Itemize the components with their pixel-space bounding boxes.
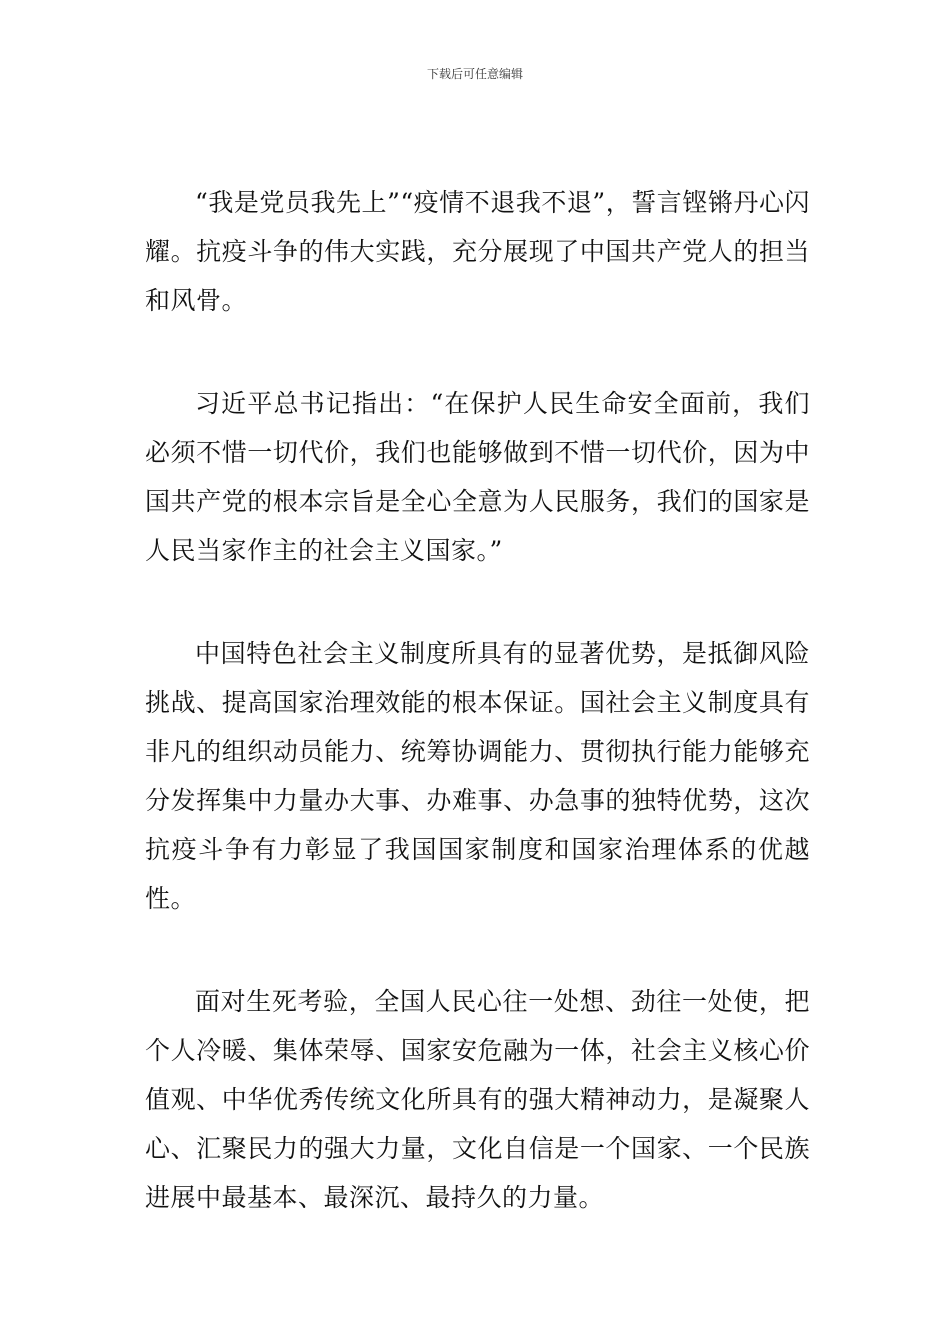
paragraph: 面对生死考验，全国人民心往一处想、劲往一处使，把个人冷暖、集体荣辱、国家安危融为一体，社会主义核心价值观、中华优秀传统文化所具有的强大精神动力，是凝聚人心、汇聚民力的强大力量，文化自信是一个国家、一个民族进展中最基本、最深沉、最持久的力量。 (145, 987, 810, 1212)
page-header: 下载后可任意编辑 (426, 67, 523, 81)
paragraph: “我是党员我先上”“疫情不退我不退”，誓言铿锵丹心闪耀。抗疫斗争的伟大实践，充分展现了中国共产党人的担当和风骨。 (145, 188, 810, 315)
paragraph: 中国特色社会主义制度所具有的显著优势，是抵御风险挑战、提高国家治理效能的根本保证。国社会主义制度具有非凡的组织动员能力、统筹协调能力、贯彻执行能力能够充分发挥集中力量办大事、办难事、办急事的独特优势，这次抗疫斗争有力彰显了我国国家制度和国家治理体系的优越性。 (145, 639, 810, 913)
document-body (145, 178, 810, 1222)
paragraph: 习近平总书记指出：“在保护人民生命安全面前，我们必须不惜一切代价，我们也能够做到不惜一切代价，因为中国共产党的根本宗旨是全心全意为人民服务，我们的国家是人民当家作主的社会主义国家。” (145, 389, 810, 565)
